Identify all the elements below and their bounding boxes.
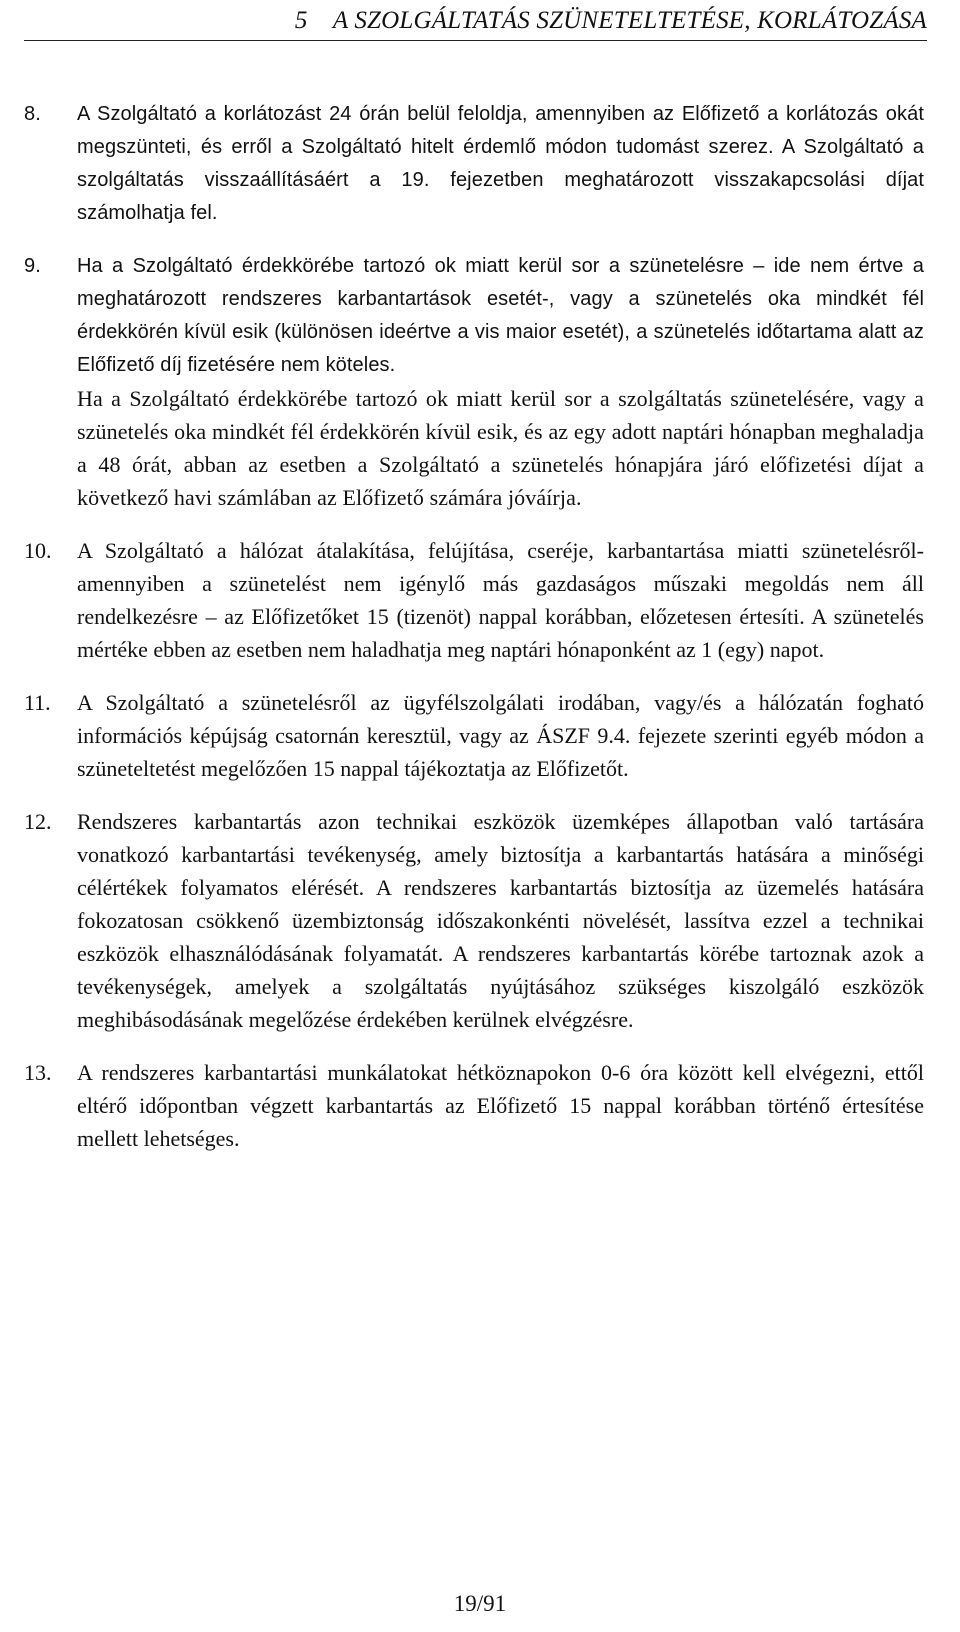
clause-paragraph: A Szolgáltató a hálózat átalakítása, felújítása, cseréje, karbantartása miatti szünetelésről- amennyiben a szünetelést nem igénylő más gazdaságos műszaki megoldás nem áll rendelkezésre – az Előfizetőket 15 (tizenöt) nappal korábban, előzetesen értesíti. A szünetelés mértéke ebben az esetben nem haladhatja meg naptári hónaponként az 1 (egy) napot. <box>77 538 924 662</box>
clause-number: 11. <box>24 690 51 715</box>
document-body <box>24 98 924 1155</box>
clause-text <box>77 534 924 666</box>
clause-text <box>77 805 924 1036</box>
clause-10 <box>24 534 924 666</box>
clause-number: 12. <box>24 809 52 834</box>
clause-paragraph: Ha a Szolgáltató érdekkörébe tartozó ok miatt kerül sor a szolgáltatás szünetelésére, vagy a szünetelés oka mindkét fél érdekkörén kívül esik, és az egy adott naptári hónapban meghaladja a 48 órát, abban az esetben a Szolgáltató a szünetelés hónapjára járó előfizetési díjat a következő havi számlában az Előfizető számára jóváírja. <box>77 386 924 510</box>
clause-12 <box>24 805 924 1036</box>
clause-number: 13. <box>24 1060 52 1085</box>
clause-number: 9. <box>24 255 41 277</box>
clause-11 <box>24 686 924 785</box>
clause-text <box>77 250 924 514</box>
clause-paragraph: Rendszeres karbantartás azon technikai eszközök üzemképes állapotban való tartására vonatkozó karbantartási tevékenység, amely biztosítja a karbantartás hatására a minőségi célértékek folyamatos elérését. A rendszeres karbantartás biztosítja az üzemelés hatására fokozatosan csökkenő üzembiztonság időszakonkénti növelését, lassítva ezzel a technikai eszközök elhasználódásának folyamatát. A rendszeres karbantartás körébe tartoznak azok a tevékenységek, amelyek a szolgáltatás nyújtásához szükséges kiszolgáló eszközök meghibásodásának megelőzése érdekében kerülnek elvégzésre. <box>77 809 924 1032</box>
clause-13 <box>24 1056 924 1155</box>
page-number: 19/91 <box>453 1591 507 1616</box>
section-title: 5 A SZOLGÁLTATÁS SZÜNETELTETÉSE, KORLÁTOZÁSA <box>294 7 927 34</box>
clause-text <box>77 1056 924 1155</box>
clause-paragraph: Ha a Szolgáltató érdekkörébe tartozó ok miatt kerül sor a szünetelésre – ide nem értve a meghatározott rendszeres karbantartások esetét-, vagy a szünetelés oka mindkét fél érdekkörén kívül esik (különösen ideértve a vis maior esetét), a szünetelés időtartama alatt az Előfizető díj fizetésére nem köteles. <box>77 255 924 376</box>
clause-9 <box>24 250 924 514</box>
clause-number: 8. <box>24 103 41 125</box>
clause-paragraph: A Szolgáltató a korlátozást 24 órán belül feloldja, amennyiben az Előfizető a korlátozás okát megszünteti, és erről a Szolgáltató hitelt érdemlő módon tudomást szerez. A Szolgáltató a szolgáltatás visszaállításáért a 19. fejezetben meghatározott visszakapcsolási díjat számolhatja fel. <box>77 103 924 224</box>
clause-paragraph: A rendszeres karbantartási munkálatokat hétköznapokon 0-6 óra között kell elvégezni, ettől eltérő időpontban végzett karbantartás az Előfizető 15 nappal korábban történő értesítése mellett lehetséges. <box>77 1060 924 1151</box>
running-header <box>24 6 927 36</box>
clause-text <box>77 98 924 230</box>
header-rule <box>24 40 927 41</box>
clause-text <box>77 686 924 785</box>
clause-number: 10. <box>24 538 52 563</box>
clause-8 <box>24 98 924 230</box>
clause-paragraph: A Szolgáltató a szünetelésről az ügyfélszolgálati irodában, vagy/és a hálózatán fogható információs képújság csatornán keresztül, vagy az ÁSZF 9.4. fejezete szerinti egyéb módon a szüneteltetést megelőzően 15 nappal tájékoztatja az Előfizetőt. <box>77 690 924 781</box>
